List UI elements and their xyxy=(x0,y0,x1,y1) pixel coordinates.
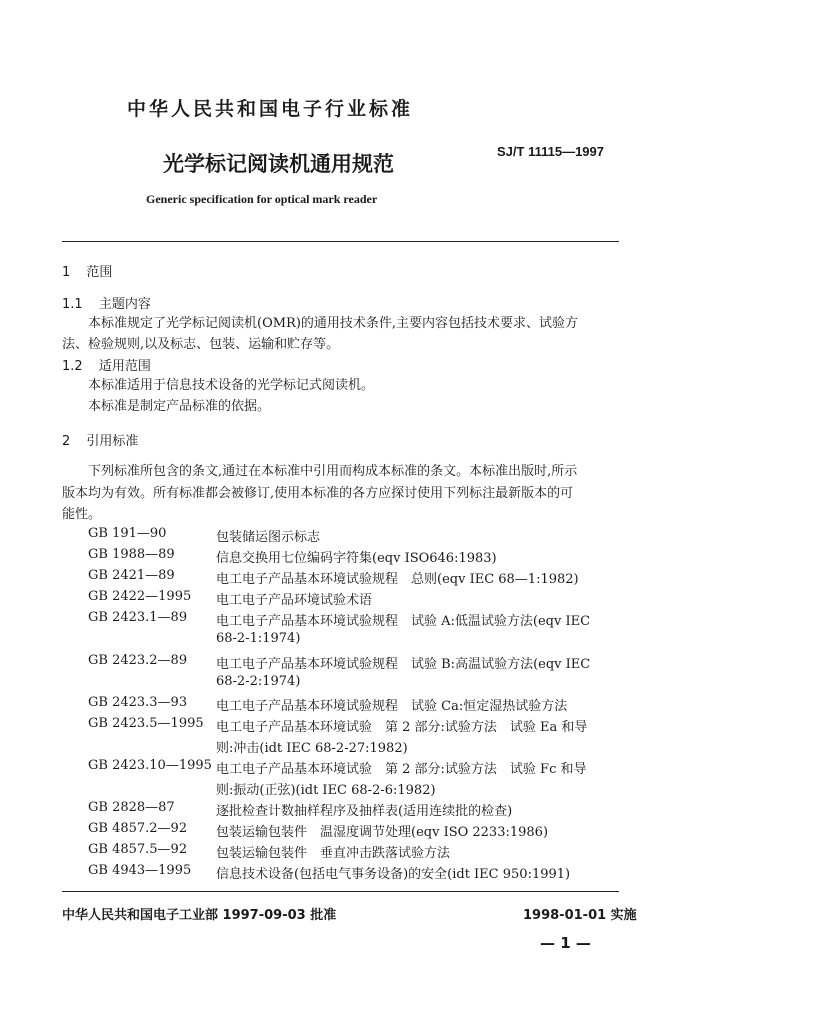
section-number: 2 xyxy=(62,434,71,449)
section-1-1-heading xyxy=(62,293,151,312)
reference-title: 电工电子产品基本环境试验规程 试验 B:高温试验方法(eqv IEC xyxy=(216,657,591,672)
section-title: 主题内容 xyxy=(98,297,151,312)
reference-title: 电工电子产品环境试验术语 xyxy=(216,593,373,608)
reference-code: GB 4857.2—92 xyxy=(88,821,188,836)
org-title: 中华人民共和国电子行业标准 xyxy=(127,98,414,120)
reference-code: GB 2423.10—1995 xyxy=(88,758,212,773)
section-title: 引用标准 xyxy=(86,434,139,449)
reference-code: GB 1988—89 xyxy=(88,547,175,562)
header-rule xyxy=(62,241,619,242)
reference-title: 电工电子产品基本环境试验 第 2 部分:试验方法 试验 Fc 和导 xyxy=(216,762,587,777)
reference-title: 包装运输包装件 垂直冲击跌落试验方法 xyxy=(216,846,451,861)
reference-title: 电工电子产品基本环境试验规程 试验 Ca:恒定湿热试验方法 xyxy=(216,699,568,714)
footer-rule xyxy=(62,891,619,892)
reference-code: GB 2423.1—89 xyxy=(88,610,188,625)
reference-code: GB 4943—1995 xyxy=(88,863,192,878)
reference-title: 信息技术设备(包括电气事务设备)的安全(idt IEC 950:1991) xyxy=(216,867,571,882)
section-number: 1.1 xyxy=(62,297,83,312)
section-2-heading xyxy=(62,430,138,449)
paragraph-line: 法、检验规则,以及标志、包装、运输和贮存等。 xyxy=(62,337,340,352)
section-number: 1 xyxy=(62,265,71,280)
paragraph-line: 版本均为有效。所有标准都会被修订,使用本标准的各方应探讨使用下列标注最新版本的可 xyxy=(62,486,574,501)
approval-line: 中华人民共和国电子工业部 1997-09-03 批准 xyxy=(62,908,337,923)
reference-title: 电工电子产品基本环境试验规程 试验 A:低温试验方法(eqv IEC xyxy=(216,614,591,629)
english-title: Generic specification for optical mark reader xyxy=(146,192,378,206)
reference-code: GB 191—90 xyxy=(88,526,167,541)
reference-code: GB 2423.3—93 xyxy=(88,695,188,710)
section-title: 范围 xyxy=(86,265,113,280)
paragraph-line: 能性。 xyxy=(62,507,102,522)
paragraph-line: 下列标准所包含的条文,通过在本标准中引用而构成本标准的条文。本标准出版时,所示 xyxy=(88,464,578,479)
section-1-2-heading xyxy=(62,355,151,374)
reference-title: 信息交换用七位编码字符集(eqv ISO646:1983) xyxy=(216,551,497,566)
reference-title-continued: 68-2-1:1974) xyxy=(216,631,301,646)
section-1-heading xyxy=(62,261,112,280)
reference-code: GB 2421—89 xyxy=(88,568,175,583)
reference-title: 逐批检查计数抽样程序及抽样表(适用连续批的检查) xyxy=(216,804,513,819)
reference-code: GB 2423.5—1995 xyxy=(88,716,204,731)
reference-title: 包装储运图示标志 xyxy=(216,530,321,545)
reference-title: 包装运输包装件 温湿度调节处理(eqv ISO 2233:1986) xyxy=(216,825,549,840)
reference-code: GB 2422—1995 xyxy=(88,589,192,604)
reference-title: 电工电子产品基本环境试验规程 总则(eqv IEC 68—1:1982) xyxy=(216,572,579,587)
document-title: 光学标记阅读机通用规范 xyxy=(163,152,394,176)
page-number: — 1 — xyxy=(540,934,591,952)
standard-number: SJ/T 11115—1997 xyxy=(497,144,604,159)
reference-title-continued: 则:冲击(idt IEC 68-2-27:1982) xyxy=(216,741,408,756)
section-number: 1.2 xyxy=(62,359,83,374)
reference-code: GB 2828—87 xyxy=(88,800,175,815)
paragraph-line: 本标准是制定产品标准的依据。 xyxy=(88,399,271,414)
reference-title-continued: 则:振动(正弦)(idt IEC 68-2-6:1982) xyxy=(216,783,436,798)
reference-code: GB 2423.2—89 xyxy=(88,653,188,668)
paragraph-line: 本标准规定了光学标记阅读机(OMR)的通用技术条件,主要内容包括技术要求、试验方 xyxy=(88,316,579,331)
reference-title-continued: 68-2-2:1974) xyxy=(216,674,301,689)
reference-title: 电工电子产品基本环境试验 第 2 部分:试验方法 试验 Ea 和导 xyxy=(216,720,588,735)
reference-code: GB 4857.5—92 xyxy=(88,842,188,857)
paragraph-line: 本标准适用于信息技术设备的光学标记式阅读机。 xyxy=(88,378,375,393)
effective-date: 1998-01-01 实施 xyxy=(523,908,637,923)
section-title: 适用范围 xyxy=(98,359,151,374)
